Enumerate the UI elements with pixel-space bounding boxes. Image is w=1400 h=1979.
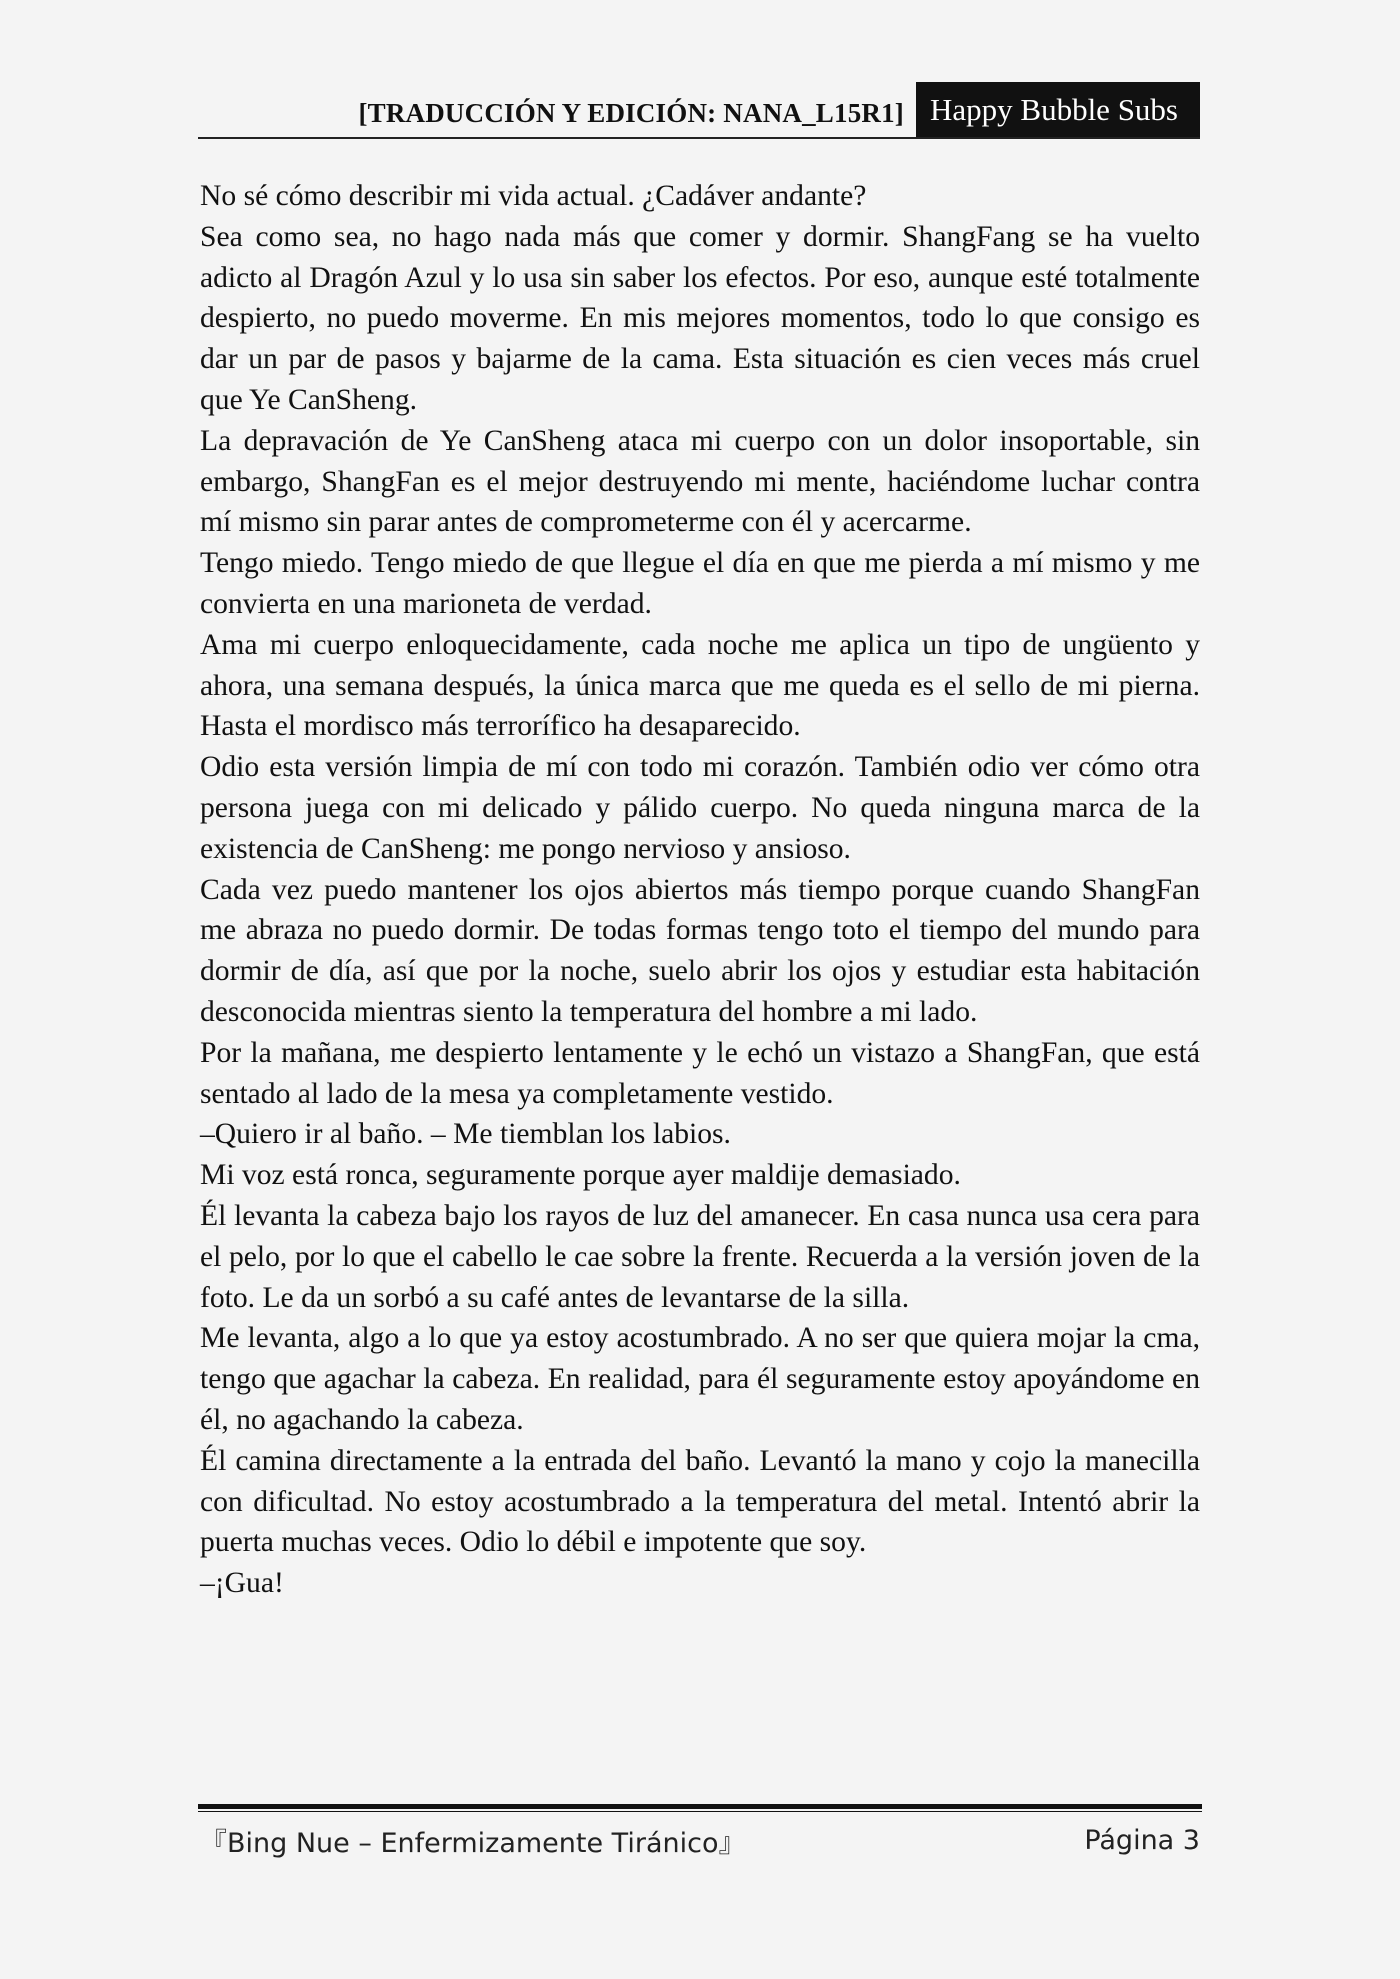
paragraph: –Quiero ir al baño. – Me tiemblan los labios. [200, 1118, 731, 1151]
paragraph: Tengo miedo. Tengo miedo de que llegue el día en que me pierda a mí mismo y me convierta en una marioneta de verdad. [200, 547, 1200, 620]
group-badge: Happy Bubble Subs [916, 82, 1200, 138]
paragraph: No sé cómo describir mi vida actual. ¿Cadáver andante? [200, 180, 867, 212]
paragraph: Él levanta la cabeza bajo los rayos de luz del amanecer. En casa nunca usa cera para el pelo, por lo que el cabello le cae sobre la frente. Recuerda a la versión joven de la foto. Le da un sorbó a su café antes de levantarse de la silla. [200, 1199, 1200, 1314]
footer-divider-thin [198, 1811, 1202, 1812]
page-number: Página 3 [1084, 1824, 1200, 1856]
page-header [198, 82, 1200, 138]
paragraph: Por la mañana, me despierto lentamente y le echó un vistazo a ShangFan, que está sentado al lado de la mesa ya completamente vestido. [200, 1036, 1200, 1110]
page-body [200, 176, 1200, 1604]
book-title: 『Bing Nue – Enfermizamente Tiránico』 [200, 1827, 746, 1859]
paragraph: Ama mi cuerpo enloquecidamente, cada noche me aplica un tipo de ungüento y ahora, una semana después, la única marca que me queda es el sello de mi pierna. Hasta el mordisco más terrorífico ha desaparecido. [200, 628, 1200, 743]
paragraph: Me levanta, algo a lo que ya estoy acostumbrado. A no ser que quiera mojar la cma, tengo que agachar la cabeza. En realidad, para él seguramente estoy apoyándome en él, no agachando la cabeza. [200, 1322, 1200, 1436]
paragraph: Mi voz está ronca, seguramente porque ayer maldije demasiado. [200, 1159, 961, 1192]
paragraph: –¡Gua! [200, 1567, 284, 1600]
paragraph: Él camina directamente a la entrada del baño. Levantó la mano y cojo la manecilla con dificultad. No estoy acostumbrado a la temperatura del metal. Intentó abrir la puerta muchas veces. Odio lo débil e impotente que soy. [200, 1444, 1200, 1559]
translation-credit: [TRADUCCIÓN Y EDICIÓN: NANA_L15R1] [358, 98, 904, 128]
paragraph: La depravación de Ye CanSheng ataca mi cuerpo con un dolor insoportable, sin embargo, ShangFan es el mejor destruyendo mi mente, haciéndome luchar contra mí mismo sin parar antes de comprometerme con él y acercarme. [200, 424, 1200, 539]
paragraph: Sea como sea, no hago nada más que comer y dormir. ShangFang se ha vuelto adicto al Dragón Azul y lo usa sin saber los efectos. Por eso, aunque esté totalmente despierto, no puedo moverme. En mis mejores momentos, todo lo que consigo es dar un par de pasos y bajarme de la cama. Esta situación es cien veces más cruel que Ye CanSheng. [200, 220, 1200, 416]
footer-divider [198, 1804, 1202, 1809]
paragraph: Cada vez puedo mantener los ojos abiertos más tiempo porque cuando ShangFan me abraza no puedo dormir. De todas formas tengo toto el tiempo del mundo para dormir de día, así que por la noche, suelo abrir los ojos y estudiar esta habitación desconocida mientras siento la temperatura del hombre a mi lado. [200, 873, 1200, 1028]
page-footer [200, 1818, 1200, 1862]
paragraph: Odio esta versión limpia de mí con todo mi corazón. También odio ver cómo otra persona juega con mi delicado y pálido cuerpo. No queda ninguna marca de la existencia de CanSheng: me pongo nervioso y ansioso. [200, 751, 1200, 865]
header-divider [198, 137, 1200, 139]
